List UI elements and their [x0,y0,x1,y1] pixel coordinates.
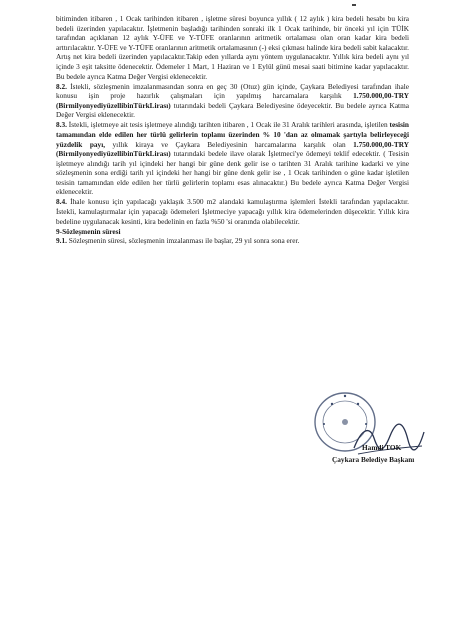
clause-text: İstekli, işletmeye ait tesis işletmeye alındığı tarihten itibaren , 1 Ocak ile 31 Aralık tarihleri arasında, işletilen [66,120,390,130]
signatory-name: Hamdi TOK [362,443,402,452]
clause-text: tutarındaki bedele ilave olarak İşletmeci'ye ödemeyi teklif edecektir. ( Tesisin işletmeye alındığı tarih yıl içindeki her hangi bir güne denk gelir ise o tarihten 31 Aralık tarihine kadarki ve yine sözleşmenin sona erdiği tarih yıl içindeki her hangi bir güne denk gelir ise , 1 Ocak tarihinden o güne kadar işletilen tesisin tamamından elde edilen her türlü gelirlerin toplamı esas alınacaktır.) Bu bedele ayrıca Katma Değer Vergisi eklenecektir. [56,149,409,197]
paragraph-9-1 [56,236,409,246]
clause-text: yıllık kiraya ve Çaykara Belediyesinin harcamalarına karşılık olan [105,139,354,149]
section-heading-9: 9-Sözleşmenin süresi [56,226,121,236]
clause-text: tutarındaki bedeli Çaykara Belediyesine ödeyecektir. Bu bedele ayrıca Katma Değer Vergisi eklenecektir. [56,100,409,120]
clause-number: 8.3. [56,120,67,130]
paragraph-rent-indexation: bitiminden itibaren , 1 Ocak tarihinden itibaren , işletme süresi boyunca yıllık ( 12 aylık ) kira bedeli hesabı bu kira bedeli üzerinden yapılacaktır. İşletmenin başladığı tarihinden sonraki ilk 1 Ocak tarihinde, bir önceki yıl için TÜİK tarafından açıklanan 12 aylık Y-ÜFE ve Y-TÜFE oranlarının aritmetik ortalaması olan oran kadar kira bedeli arttırılacaktır. Y-ÜFE ve Y-TÜFE oranlarının aritmetik ortalamasının (-) eksi çıkması halinde kira bedeli sabit kalacaktır. Artış net kira bedeli üzerinden yapılacaktır.Takip eden yıllarda aynı yöntem uygulanacaktır. Yıllık kira bedeli aynı yıl içinde 3 eşit taksitte ödenecektir. Ödemeler 1 Mart, 1 Haziran ve 1 Eylül günü mesai saati bitimine kadar yapılacaktır. Bu bedele ayrıca Katma Değer Vergisi eklenecektir. [56,14,409,81]
clause-number: 8.4. [56,197,67,207]
clause-emphasis: tesisin tamamından elde edilen her türlü gelirlerin toplamı üzerinden % 10 'dan az olmamak şartıyla belirleyeceği yüzdelik payı, [56,120,409,149]
clause-text: İstekli, sözleşmenin imzalanmasından sonra en geç 30 (Otuz) gün içinde, Çaykara Belediyesi tarafından ihale konusu işin proje hazırlık çalışmaları için yapılmış harcamalara karşılık [56,81,409,101]
clause-number: 8.2. [56,81,67,91]
clause-amount: 1.750.000,00-TRY (BirmilyonyediyüzellibinTürkLirası) [56,139,409,159]
clause-text: Sözleşmenin süresi, sözleşmenin imzalanması ile başlar, 29 yıl sonra sona erer. [66,236,300,246]
paragraph-8-4 [56,197,409,226]
scan-mark [352,4,356,6]
clause-number: 9.1. [56,236,67,246]
paragraph-8-3 [56,120,409,197]
signatory-title: Çaykara Belediye Başkanı [332,455,415,464]
clause-text: İhale konusu için yapılacağı yaklaşık 3.500 m2 alandaki kamulaştırma işlemleri İstekli tarafından yapılacaktır. İstekli, kamulaştırmalar için yapacağı ödemeleri İşletmeciye yapacağı yıllık kira ödemelerinden düşecektir. Yıllık kira bedeline uygulanacak kesinti, kira bedelinin en fazla %50 'si oranında olabilecektir. [56,197,409,226]
clause-amount: 1.750.000,00-TRY (BirmilyonyediyüzellibinTürkLirası) [56,91,409,110]
paragraph-8-2 [56,82,409,120]
